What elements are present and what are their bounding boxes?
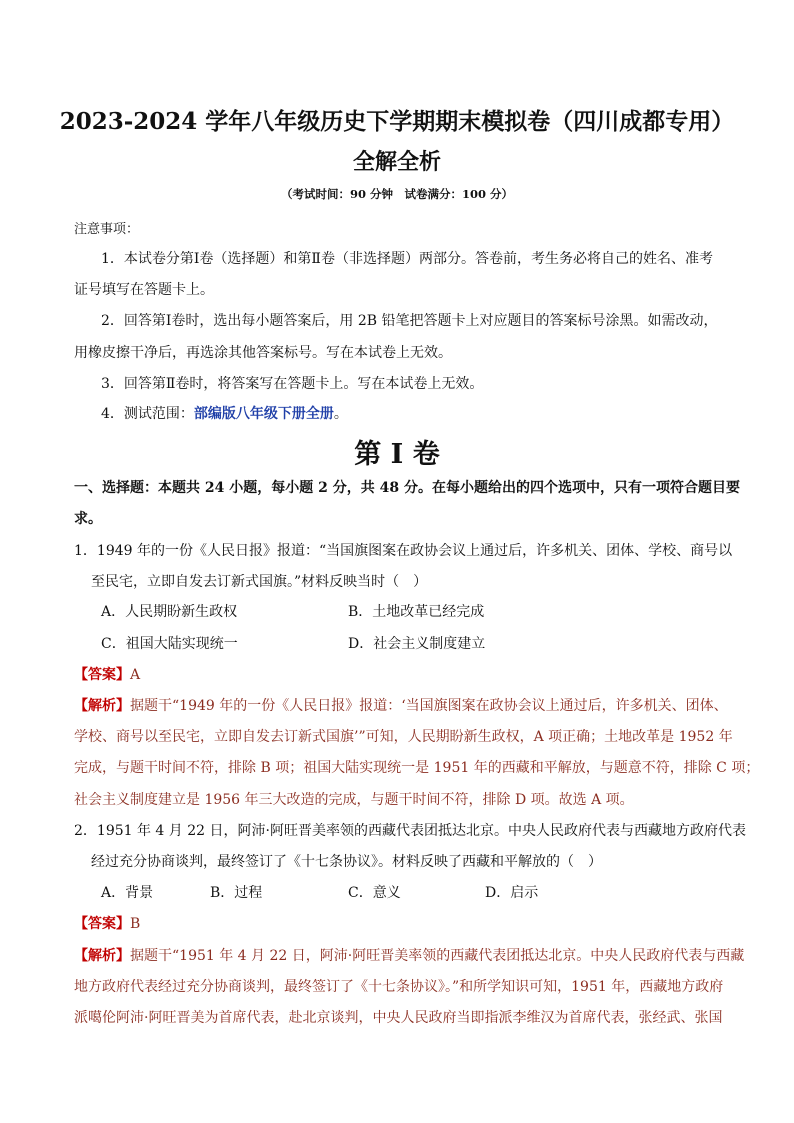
q1-answer-label: 【答案】 [74,667,130,683]
q2-stem-line-1: 2．1951 年 4 月 22 日，阿沛·阿旺晋美率领的西藏代表团抵达北京。中央人民政府代表与西藏地方政府代表 [74,823,746,839]
note-item-4-suffix: 。 [333,406,348,422]
q1-option-d: D．社会主义制度建立 [348,636,486,652]
q2-option-d: D．启示 [485,885,539,901]
q2-option-c: C．意义 [348,885,401,901]
q2-answer-value: B [130,916,141,932]
q2-option-b: B．过程 [210,885,263,901]
q2-option-a: A．背景 [101,885,154,901]
q1-stem-line-1: 1．1949 年的一份《人民日报》报道：“当国旗图案在政协会议上通过后，许多机关、团体、学校、商号以 [74,543,733,559]
q1-analysis-line-4: 社会主义制度建立是 1956 年三大改造的完成，与题干时间不符，排除 D 项。故选 A 项。 [74,792,634,808]
q1-option-c: C．祖国大陆实现统一 [101,636,238,652]
note-item-4 [101,403,761,423]
exam-info: （考试时间：90 分钟 试卷满分：100 分） [280,187,513,201]
q2-answer-label: 【答案】 [74,916,130,932]
document-title: 2023-2024 学年八年级历史下学期期末模拟卷（四川成都专用） [59,108,735,135]
note-item-3: 3．回答第Ⅱ卷时，将答案写在答题卡上。写在本试卷上无效。 [101,376,484,392]
q2-analysis-line-2: 地方政府代表经过充分协商谈判，最终签订了《十七条协议》。”和所学知识可知，1951 年，西藏地方政府 [74,979,724,995]
q1-analysis-text-1: 据题干“1949 年的一份《人民日报》报道：‘当国旗图案在政协会议上通过后，许多机关、团体、 [130,698,728,714]
note-item-1-line-2: 证号填写在答题卡上。 [74,282,214,298]
section-intro-line-2: 求。 [74,511,102,527]
q2-analysis-line-3: 派噶伦阿沛·阿旺晋美为首席代表，赴北京谈判，中央人民政府当即指派李维汉为首席代表，张经武、张国 [74,1010,723,1026]
q1-option-a: A．人民期盼新生政权 [101,604,238,620]
q1-answer [74,664,734,684]
q1-answer-value: A [130,667,141,683]
note-item-1-line-1: 1．本试卷分第Ⅰ卷（选择题）和第Ⅱ卷（非选择题）两部分。答卷前，考生务必将自己的姓名、准考 [101,251,713,267]
q2-analysis-line-1 [74,945,745,965]
q1-analysis-line-2: 学校、商号以至民宅，立即自发去订新式国旗’”可知，人民期盼新生政权，A 项正确；土地改革是 1952 年 [74,729,733,745]
notes-heading: 注意事项： [74,222,140,237]
q1-analysis-line-3: 完成，与题干时间不符，排除 B 项；祖国大陆实现统一是 1951 年的西藏和平解放，与题意不符，排除 C 项； [74,760,760,776]
note-item-2-line-1: 2．回答第Ⅰ卷时，选出每小题答案后，用 2B 铅笔把答题卡上对应题目的答案标号涂黑。如需改动， [101,313,718,329]
q2-analysis-text-1: 据题干“1951 年 4 月 22 日，阿沛·阿旺晋美率领的西藏代表团抵达北京。中央人民政府代表与西藏 [130,948,745,964]
q2-stem-line-2: 经过充分协商谈判，最终签订了《十七条协议》。材料反映了西藏和平解放的（ ） [91,854,602,870]
section-heading: 第 I 卷 [354,439,440,470]
q2-answer [74,913,734,933]
q2-analysis-label: 【解析】 [74,948,130,964]
note-item-2-line-2: 用橡皮擦干净后，再选涂其他答案标号。写在本试卷上无效。 [74,345,452,361]
q1-option-b: B．土地改革已经完成 [348,604,485,620]
section-intro-line-1: 一、选择题：本题共 24 小题，每小题 2 分，共 48 分。在每小题给出的四个选项中，只有一项符合题目要 [74,480,740,496]
q1-analysis-label: 【解析】 [74,698,130,714]
q1-analysis-line-1 [74,695,734,715]
document-subtitle: 全解全析 [352,149,441,175]
q1-stem-line-2: 至民宅，立即自发去订新式国旗。”材料反映当时（ ） [91,574,428,590]
test-scope: 部编版八年级下册全册 [193,406,334,422]
note-item-4-prefix: 4．测试范围： [101,406,194,422]
